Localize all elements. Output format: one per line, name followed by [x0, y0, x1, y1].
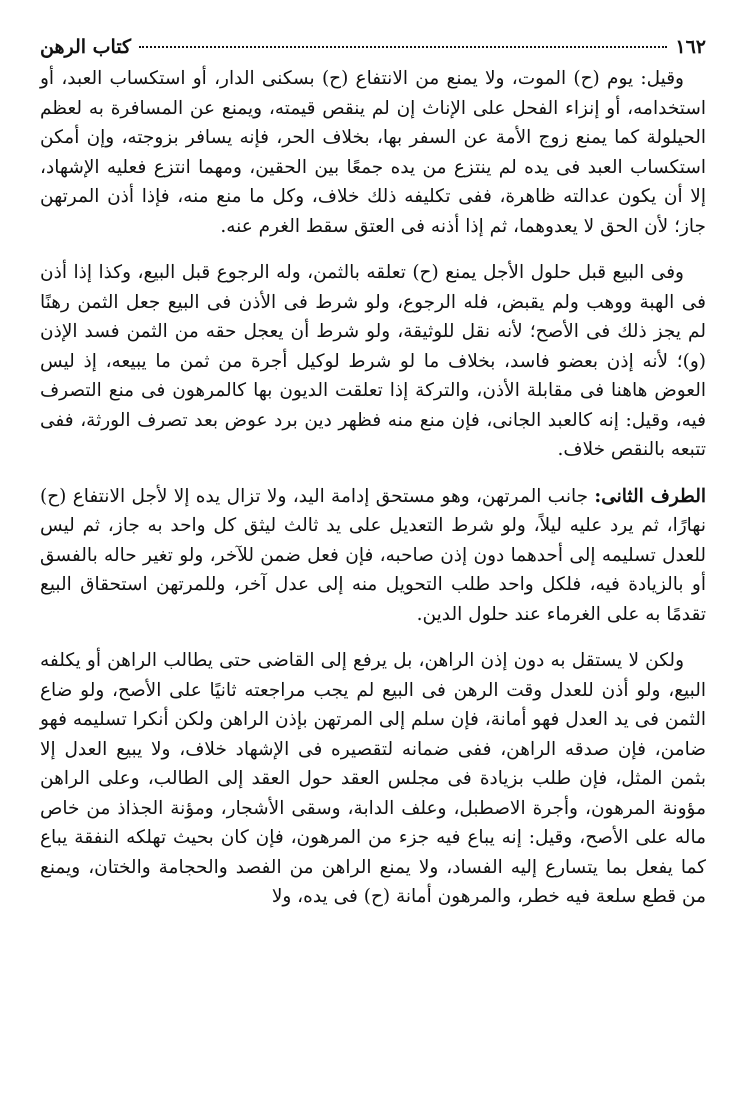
page-number: ١٦٢: [675, 36, 706, 58]
paragraph-4: [40, 646, 706, 912]
paragraph-1: [40, 64, 706, 241]
paragraph-gap: [40, 241, 706, 258]
page-header: [40, 30, 706, 64]
book-page: [40, 30, 706, 1080]
paragraph-1-text: وقيل: يوم (ح) الموت، ولا يمنع من الانتفاع (ح) بسكنى الدار، أو استكساب العبد، أو استخدامه، أو إنزاء الفحل على الإناث إن لم ينقص قيمته، ويمنع عن المسافرة به لعظم الحيلولة كما يمنع زوج الأمة عن السفر بها، بخلاف الحر، فإنه يسافر بزوجته، وإن أمكن استكساب العبد فى يده لم ينتزع من يده جمعًا بين الحقين، ومهما انتزع فعليه الإشهاد، إلا أن يكون عدالته ظاهرة، ففى تكليفه ذلك خلاف، وكل ما منع منه، فإذا أذن المرتهن جاز؛ لأن الحق لا يعدوهما، ثم إذا أذنه فى العتق سقط الغرم عنه.: [40, 68, 706, 237]
paragraph-2-text: وفى البيع قبل حلول الأجل يمنع (ح) تعلقه بالثمن، وله الرجوع قبل البيع، وكذا إذا أذن فى الهبة ووهب ولم يقبض، فله الرجوع، ولو شرط فى الأذن فى البيع جعل الثمن رهنًا لم يجز ذلك فى الأصح؛ لأنه نقل للوثيقة، ولو شرط أن يعجل حقه من الثمن فسد الإذن (و)؛ لأنه إذن بعضو فاسد، بخلاف ما لو شرط لوكيل أجرة من ثمن ما يبيعه، إذ ليس العوض هاهنا فى مقابلة الأذن، والتركة إذا تعلقت الديون بها كالمرهون فى منع التصرف فيه، وقيل: إنه كالعبد الجانى، فإن منع منه فظهر دين برد عوض بعد تصرف الورثة، ففى تتبعه بالنقص خلاف.: [40, 262, 706, 460]
paragraph-4-text: ولكن لا يستقل به دون إذن الراهن، بل يرفع إلى القاضى حتى يطالب الراهن أو يكلفه البيع، ولو أذن للعدل وقت الرهن فى البيع لم يجب مراجعته ثانيًا على الأصح، ولو ضاع الثمن فى يد العدل فهو أمانة، فإن سلم إلى المرتهن بإذن الراهن ولكن أنكرا تسليمه فهو ضامن، فإن صدقه الراهن، ففى ضمانه لتقصيره فى الإشهاد خلاف، ولا يبيع العدل إلا بثمن المثل، فإن طلب بزيادة فى مجلس العقد حول العقد إلى الطالب، وعلى الراهن مؤونة المرهون، وأجرة الاصطبل، وعلف الدابة، وسقى الأشجار، ومؤنة الجذاذ من خاص ماله على الأصح، وقيل: إنه يباع فيه جزء من المرهون، فإن كان بحيث تهلكه النفقة يباع كما يفعل بما يتسارع إليه الفساد، ولا يمنع الراهن من الفصد والحجامة والختان، ويمنع من قطع سلعة فيه خطر، والمرهون أمانة (ح) فى يده، ولا: [40, 650, 706, 907]
paragraph-gap: [40, 629, 706, 646]
paragraph-gap: [40, 465, 706, 482]
paragraph-3: [40, 482, 706, 630]
paragraph-3-text: جانب المرتهن، وهو مستحق إدامة اليد، ولا تزال يده إلا لأجل الانتفاع (ح) نهارًا، ثم يرد عليه ليلاً، ولو شرط التعديل على يد ثالث ليثق كل واحد به جاز، ثم ليس للعدل تسليمه إلى أحدهما دون إذن صاحبه، فإن فعل ضمن للآخر، ولو تغير حاله بالفسق أو بالزيادة فيه، فلكل واحد طلب التحويل منه إلى عدل آخر، وللمرتهن استحقاق البيع تقدمًا به على الغرماء عند حلول الدين.: [40, 485, 706, 625]
section-heading: الطرف الثانى:: [594, 485, 706, 507]
chapter-title: كتاب الرهن: [40, 36, 132, 58]
header-dotted-leader: [139, 46, 667, 48]
paragraph-2: [40, 258, 706, 465]
